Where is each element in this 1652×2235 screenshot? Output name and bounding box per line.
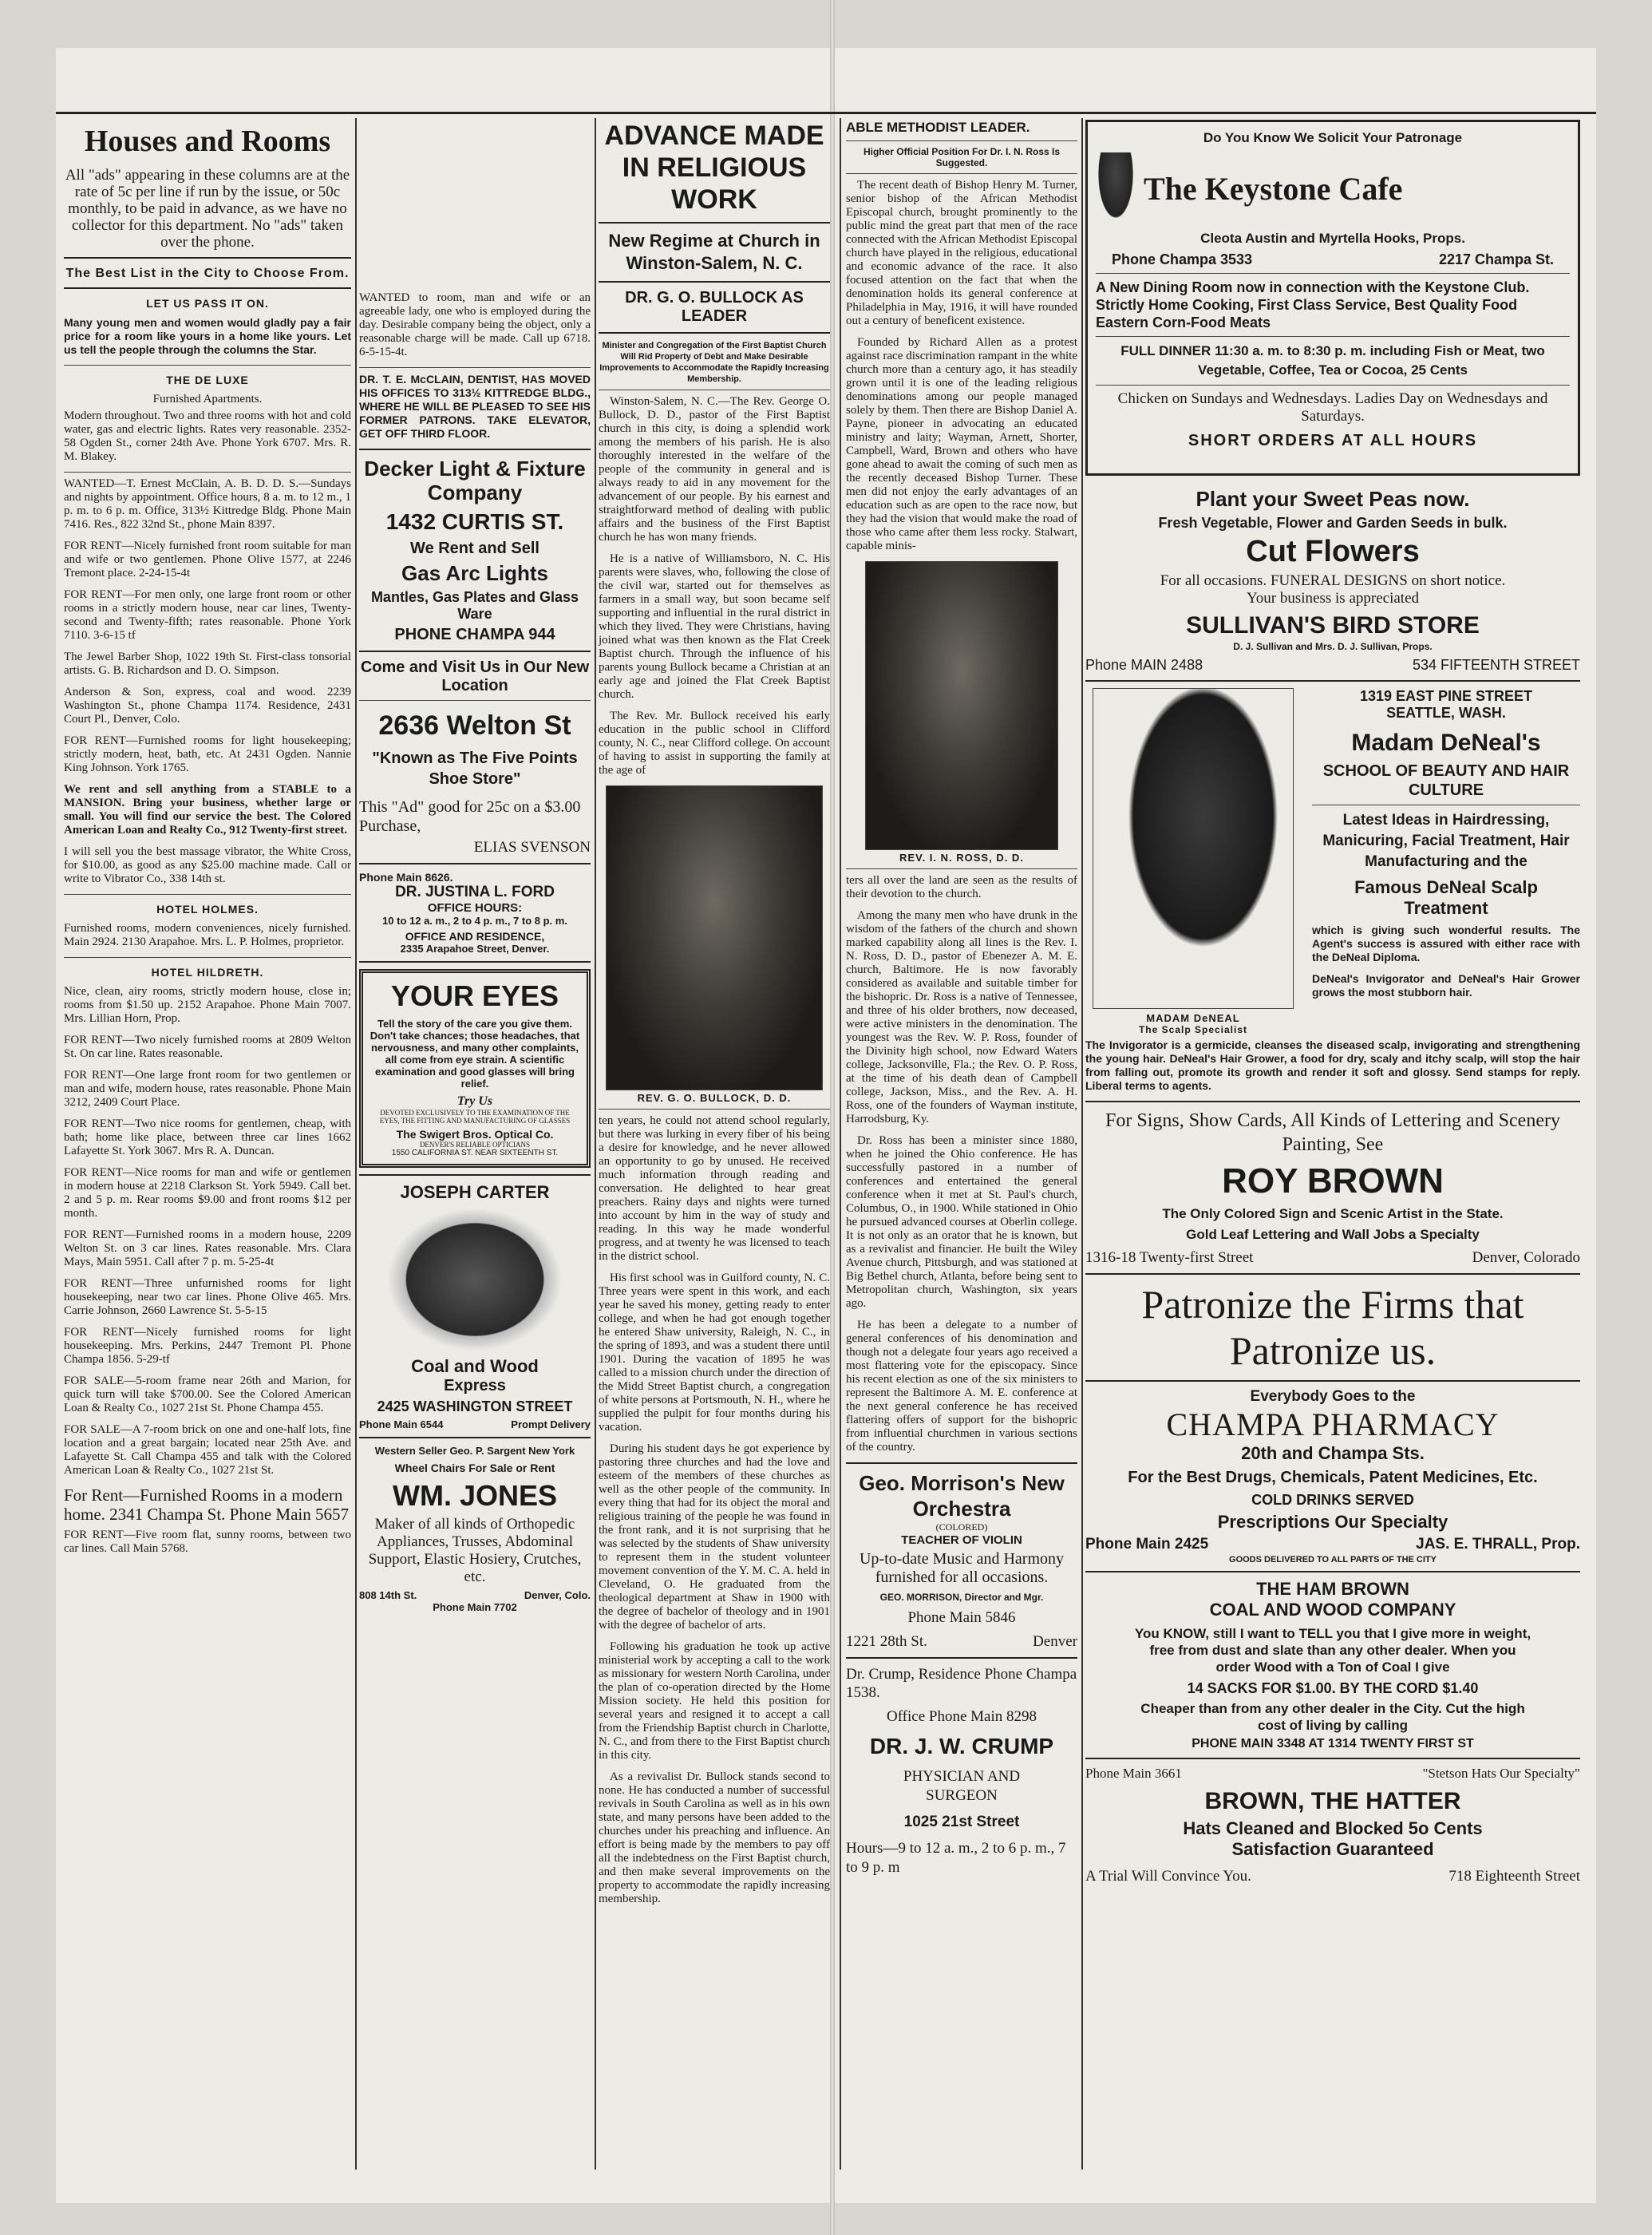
cut-flowers: Cut Flowers — [1246, 535, 1420, 568]
decker-gas-arc: Gas Arc Lights — [401, 561, 548, 585]
article-paragraph: Founded by Richard Allen as a protest against race discrimination rampant in the white church more than a century ago, it has steadily grown until it is one of the leading religious denominations among our people managed solely by them. Then there are Bishop Daniel A. Payne, pioneer in advocating an educated ministry and laity; Wayman, Arnett, Shorter, Campbell, Ward, Brown and others who have gone ahead to await the coming of such men as the recently deceased Bishop Turner. These men did not enjoy the early advantages of an education such as are open to the race now, but they had the vision that would make the road of those who came after them less rocky. Stalwart, capable minis- — [846, 336, 1077, 552]
eyes-try: Try Us — [456, 1094, 493, 1108]
holmes-heading: HOTEL HOLMES. — [156, 903, 259, 916]
ross-headline: ABLE METHODIST LEADER. — [846, 120, 1030, 135]
crump-title: PHYSICIAN AND SURGEON — [903, 1768, 1021, 1804]
good-for: This "Ad" good for 25c on a $3.00 Purchase, — [359, 798, 581, 835]
signs-text: For Signs, Show Cards, All Kinds of Lettering and Scenery Painting, See — [1105, 1110, 1560, 1155]
carter-phone: Phone Main 6544 — [359, 1418, 444, 1430]
roy-only: The Only Colored Sign and Scenic Artist in the State. — [1162, 1206, 1504, 1221]
article-paragraph: As a revivalist Dr. Bullock stands second to none. He has conducted a number of successful revivals in South Carolina as well as in his own state, and many persons have been added to the churches under his preaching and influence. An effort is being made by the members to pay off all the indebtedness on the First Baptist church, and then make several improvements on the property to accommodate the rapidly increasing membership. — [599, 1770, 830, 1905]
roy-gold-leaf: Gold Leaf Lettering and Wall Jobs a Specialty — [1186, 1227, 1480, 1242]
ads-column-5 — [1085, 120, 1580, 1885]
article-paragraph: ten years, he could not attend school regularly, but there was lurking in every fiber of his being a desire for knowledge, and he never allowed an opportunity to go by unused. He received much information through reading and conversation. He delighted to hear great preachers. Rainy days and nights were turned into account by him in the way of study and reading. In this way he made wonderful progress, and at twenty he was licensed to teach in the district school. — [599, 1114, 830, 1263]
svenson: ELIAS SVENSON — [473, 839, 591, 856]
pass-heading: LET US PASS IT ON. — [146, 297, 269, 310]
keystone-dining: A New Dining Room now in connection with the Keystone Club. Strictly Home Cooking, First Class Service, Best Quality Food Eastern Corn-Food Meats — [1096, 279, 1530, 330]
jones-name: WM. JONES — [392, 1479, 557, 1512]
classified-ad: FOR RENT—Two nicely furnished rooms at 2809 Welton St. On car line. Rates reasonable. — [64, 1034, 351, 1060]
decker-phone: PHONE CHAMPA 944 — [394, 626, 555, 643]
wanted-ad: WANTED to room, man and wife or an agreeable lady, one who is employed during the day. Desirable company being the object, only a reasonable charge will be made. Call up 6718. 6-5-15-4t. — [359, 291, 591, 358]
deneal-address-1: 1319 EAST PINE STREET — [1359, 688, 1533, 704]
sweet-peas: Plant your Sweet Peas now. — [1196, 487, 1470, 511]
deneal-results: which is giving such wonderful results. The Agent's success is assured with either race with the DeNeal Diploma. — [1312, 924, 1580, 963]
hildreth-text: Nice, clean, airy rooms, strictly modern house, close in; rooms from $1.50 up. 2152 Arapahoe. Phone Main 7007. Mrs. Lillian Horn, Prop. — [64, 985, 351, 1025]
deneal-address-2: SEATTLE, WASH. — [1386, 705, 1506, 721]
morrison-colored: (COLORED) — [935, 1521, 988, 1533]
ham-sacks: 14 SACKS FOR $1.00. BY THE CORD $1.40 — [1187, 1680, 1479, 1696]
patronize: Patronize the Firms that Patronize us. — [1141, 1282, 1524, 1373]
ross-caption: REV. I. N. ROSS, D. D. — [899, 852, 1024, 864]
article-paragraph: He has been a delegate to a number of general conferences of his denomination and though not a delegate four years ago received a most flattering vote for the episcopacy. Since his recent election as one of the six ministers to represent the Baltimore A. M. E. conference at the next general conference he has received flattering offers of support for the bishopric from influential churchmen in various sections of the country. — [846, 1319, 1077, 1454]
waiter-illustration — [1096, 152, 1136, 224]
decker-mantles: Mantles, Gas Plates and Glass Ware — [370, 589, 579, 622]
article-paragraph: ters all over the land are seen as the results of their devotion to the church. — [846, 874, 1077, 900]
hatter-address: 718 Eighteenth Street — [1448, 1868, 1580, 1885]
deneal-ideas: Latest Ideas in Hairdressing, Manicuring, Facial Treatment, Hair Manufacturing and the — [1322, 812, 1570, 870]
crump-office: Office Phone Main 8298 — [886, 1708, 1037, 1725]
classified-ad: Anderson & Son, express, coal and wood. 2239 Washington St., phone Champa 1174. Residence, 2431 Court Pl., Denver, Colo. — [64, 686, 351, 726]
eyes-ad — [359, 969, 591, 1168]
ham-text: You KNOW, still I want to TELL you that I give more in weight, free from dust and slate than any other dealer. When you order Wood with a Ton of Coal I give — [1134, 1626, 1531, 1675]
ford-hours: 10 to 12 a. m., 2 to 4 p. m., 7 to 8 p. m. — [382, 915, 567, 927]
decker-rent-sell: We Rent and Sell — [410, 540, 539, 557]
article-paragraph: Winston-Salem, N. C.—The Rev. George O. Bullock, D. D., pastor of the First Baptist church in this city, is doing a splendid work among the members of his parish. He is also thoroughly interested in the welfare of the people of the community in general and is always ready to aid in any movement for the advancement of our people. By his earnest and straightforward method of dealing with public affairs and the business of the First Baptist church he has won many friends. — [599, 395, 830, 544]
new-location: Come and Visit Us in Our New Location — [360, 659, 590, 694]
ford-hours-label: OFFICE HOURS: — [427, 901, 523, 915]
classified-ad: FOR RENT—Five room flat, sunny rooms, between two car lines. Call Main 5768. — [64, 1529, 351, 1555]
champa-drugs: For the Best Drugs, Chemicals, Patent Medicines, Etc. — [1128, 1469, 1538, 1486]
keystone-props: Cleota Austin and Myrtella Hooks, Props. — [1200, 231, 1465, 246]
hatter-cleaned: Hats Cleaned and Blocked 5o Cents — [1183, 1818, 1483, 1838]
best-list-heading: The Best List in the City to Choose From. — [65, 267, 350, 280]
deneal-germicide: The Invigorator is a germicide, cleanses the diseased scalp, invigorating and strengthening the young hair. DeNeal's Hair Grower, a food for dry, scaly and itchy scalp, will stop the hair from falling out, promote its growth and render it soft and glossy. Send stamps for reply. Liberal terms to agents. — [1085, 1038, 1580, 1092]
carter-express: Express — [444, 1377, 506, 1394]
column-rule — [840, 118, 841, 2170]
column-rule — [355, 118, 357, 2170]
top-rule — [56, 112, 1596, 114]
article-paragraph: Dr. Ross has been a minister since 1880, when he joined the Ohio conference. He has successfully pastored in a number of conferences and entertained the general conference when it met at St. Paul's church, Columbus, O., in 1900. While stationed in Ohio he pursued advanced courses at Oberlin college. It is not only as an orator that he is known, but as a revivalist and financier. He built the Wiley Avenue church, Pittsburgh, and was stationed at Big Bethel church, Atlanta, before being sent to Metropolitan church, Washington, six years ago. — [846, 1134, 1077, 1310]
jones-chairs: Wheel Chairs For Sale or Rent — [394, 1462, 555, 1474]
pass-text: Many young men and women would gladly pay a fair price for a room like yours in a home like yours. Let us tell the people through the columns the Star. — [64, 316, 351, 356]
classified-ad: FOR SALE—A 7-room brick on one and one-half lots, fine location and a great bargain; located near 25th Ave. and Lafayette St. Call Champa 455 and talk with the Colored American Loan & Realty Co., 1027 21st St. — [64, 1423, 351, 1477]
appreciated: Your business is appreciated — [1246, 590, 1419, 607]
keystone-solicit: Do You Know We Solicit Your Patronage — [1203, 130, 1463, 145]
classified-ad: FOR RENT—Two nice rooms for gentlemen, cheap, with bath; home like place, between three car lines 1662 Lafayette St. York 3067. Mrs R. A. Duncan. — [64, 1118, 351, 1157]
classified-ad: FOR RENT—Three unfurnished rooms for light housekeeping, near two car lines. Phone Olive 465. Mrs. Carrie Johnson, 2660 Lawrence St. 5-5-15 — [64, 1277, 351, 1317]
deneal-portrait — [1093, 688, 1294, 1009]
rates-notice: All "ads" appearing in these columns are at the rate of 5c per line if run by the issue, or 50c monthly, to be paid in advance, as we have no collector for this department. No "ads" taken over the phone. — [65, 167, 350, 251]
carter-address: 2425 WASHINGTON STREET — [377, 1398, 573, 1414]
ford-phone: Phone Main 8626. — [359, 871, 453, 884]
champa-prescriptions: Prescriptions Our Specialty — [1217, 1512, 1448, 1532]
ross-portrait — [865, 561, 1058, 850]
keystone-name: The Keystone Cafe — [1144, 170, 1403, 207]
classified-ad: FOR RENT—One large front room for two gentlemen or man and wife, modern house, rates reasonable. Phone Main 3212, 2409 Court Place. — [64, 1069, 351, 1109]
keystone-short-orders: SHORT ORDERS AT ALL HOURS — [1188, 432, 1478, 449]
morrison-phone: Phone Main 5846 — [907, 1609, 1016, 1626]
deneal-school: SCHOOL OF BEAUTY AND HAIR CULTURE — [1322, 762, 1570, 799]
mcclain-ad: DR. T. E. McCLAIN, DENTIST, HAS MOVED HIS OFFICES TO 313½ KITTREDGE BLDG., WHERE HE WILL BE PLEASED TO SEE HIS FORMER PATRONS. TAKE ELEVATOR, GET OFF THIRD FLOOR. — [359, 373, 591, 440]
jones-phone: Phone Main 7702 — [433, 1601, 517, 1613]
decker-name: Decker Light & Fixture Company — [364, 457, 586, 504]
morrison-text: Up-to-date Music and Harmony furnished for all occasions. — [859, 1550, 1065, 1586]
roy-brown: ROY BROWN — [1222, 1161, 1444, 1201]
bullock-article — [599, 120, 830, 1914]
ham-company: COAL AND WOOD COMPANY — [1209, 1600, 1456, 1620]
classified-ad: FOR RENT—Furnished rooms in a modern house, 2209 Welton St. on 3 car lines. Rates reasonable. Mrs. Clara Mays, Main 5951. Call after 7 p. m. 5-25-4t — [64, 1228, 351, 1268]
column-rule — [1081, 118, 1083, 2170]
hildreth-heading: HOTEL HILDRETH. — [151, 966, 264, 979]
hatter-trial: A Trial Will Convince You. — [1085, 1868, 1251, 1885]
deluxe-heading: THE DE LUXE — [166, 374, 249, 386]
deneal-invigorator: DeNeal's Invigorator and DeNeal's Hair Grower grows the most stubborn hair. — [1312, 972, 1580, 999]
keystone-chicken: Chicken on Sundays and Wednesdays. Ladies Day on Wednesdays and Saturdays. — [1117, 390, 1548, 425]
sullivan-phone: Phone MAIN 2488 — [1085, 657, 1203, 673]
classified-ad: FOR RENT—Furnished rooms for light housekeeping; strictly modern, heat, bath, etc. At 2431 Ogden. Nannie King Johnson. York 1765. — [64, 734, 351, 774]
ham-phone: PHONE MAIN 3348 AT 1314 TWENTY FIRST ST — [1192, 1737, 1474, 1750]
classified-ad: We rent and sell anything from a STABLE to a MANSION. Bring your business, whether large or small. You will find our service the best. The Colored American Loan and Realty Co., 912 Twenty-first street. — [64, 783, 351, 837]
jones-address: 808 14th St. — [359, 1589, 417, 1601]
classified-ad: I will sell you the best massage vibrator, the White Cross, for $10.00, as good as any $25.00 machine made. Call or write to Vibrator Co., 338 14th st. — [64, 845, 351, 885]
article-paragraph: During his student days he got experience by pastoring three churches and had the love and esteem of the members of these churches as well as the other people of the community. In every thing that had for its object the moral and religious training of the people he was found in the front rank, and it is not surprising that he was selected by the students of Shaw university to represent them in the student volunteer movement convention of the Y. M. C. A. held in Cleveland, O. He graduated from the theological department at Shaw in 1900 with the degree of bachelor of theology and in 1901 with the degree of bachelor of arts. — [599, 1442, 830, 1632]
jones-seller: Western Seller Geo. P. Sargent New York — [374, 1445, 575, 1457]
ham-name: THE HAM BROWN — [1256, 1579, 1409, 1599]
seeds: Fresh Vegetable, Flower and Garden Seeds in bulk. — [1158, 515, 1508, 531]
deneal-famous: Famous DeNeal Scalp Treatment — [1354, 877, 1538, 918]
crump-address: 1025 21st Street — [903, 1814, 1020, 1830]
champa-phone: Phone Main 2425 — [1085, 1536, 1209, 1553]
keystone-address: 2217 Champa St. — [1438, 251, 1554, 267]
bullock-deck-3: Minister and Congregation of the First Baptist Church Will Rid Property of Debt and Make Desirable Improvements to Accommodate the Rapidly Increasing Membership. — [599, 341, 829, 384]
deneal-caption-sub: The Scalp Specialist — [1138, 1024, 1248, 1035]
holmes-text: Furnished rooms, modern conveniences, nicely furnished. Main 2924. 2130 Arapahoe. Mrs. L. P. Holmes, proprietor. — [64, 922, 351, 948]
deluxe-subheading: Furnished Apartments. — [152, 393, 263, 405]
article-paragraph: He is a native of Williamsboro, N. C. His parents were slaves, who, following the close of the civil war, started out for themselves as farmers in a small way, but soon became self supporting and influential in the rural district in which they lived. They were Christians, having joined what was then known as the Flat Creek Baptist church. Through the influence of his parents young Bullock became a Christian at an early age and joined the Flat Creek Baptist church. — [599, 552, 830, 701]
eyes-text: Tell the story of the care you give them. Don't take chances; those headaches, that nervousness, and many other complaints, all come from eye strain. A scientific examination and good glasses will bring relief. — [370, 1018, 580, 1090]
classified-ad: WANTED—T. Ernest McClain, A. B. D. D. S.—Sundays and nights by appointment. Office hours, 8 a. m. to 12 m., 1 p. m. to 6 p. m. Office, 313½ Kittredge Bldg. Phone Main 7416. Res., 822 32nd St., phone Main 8397. — [64, 477, 351, 531]
deneal-caption: MADAM DeNEAL — [1146, 1012, 1240, 1024]
hatter-guaranteed: Satisfaction Guaranteed — [1231, 1839, 1434, 1859]
jones-city: Denver, Colo. — [524, 1589, 591, 1601]
bullock-deck-2: DR. G. O. BULLOCK AS LEADER — [625, 289, 804, 325]
crump-residence: Dr. Crump, Residence Phone Champa 1538. — [846, 1666, 1077, 1701]
eyes-title: YOUR EYES — [390, 979, 559, 1012]
funeral-designs: For all occasions. FUNERAL DESIGNS on short notice. — [1160, 572, 1506, 589]
five-points: "Known as The Five Points Shoe Store" — [372, 750, 578, 788]
classified-title: Houses and Rooms — [84, 125, 331, 158]
ford-office: OFFICE AND RESIDENCE, — [405, 930, 545, 943]
morrison-name: Geo. Morrison's New Orchestra — [859, 1471, 1065, 1521]
keystone-ad — [1085, 120, 1580, 476]
morrison-director: GEO. MORRISON, Director and Mgr. — [879, 1592, 1044, 1603]
morrison-address: 1221 28th St. — [846, 1633, 927, 1650]
sullivan-address: 534 FIFTEENTH STREET — [1412, 657, 1580, 673]
ham-cheaper: Cheaper than from any other dealer in the City. Cut the high cost of living by calling — [1140, 1701, 1525, 1733]
ross-article — [846, 120, 1077, 1877]
ads-column-2 — [359, 291, 591, 1613]
bullock-portrait — [606, 785, 823, 1090]
sullivan-name: SULLIVAN'S BIRD STORE — [1186, 612, 1480, 639]
column-rule — [595, 118, 596, 2170]
champa-prop: JAS. E. THRALL, Prop. — [1416, 1536, 1580, 1553]
jones-text: Maker of all kinds of Orthopedic Appliances, Trusses, Abdominal Support, Elastic Hosiery, Crutches, etc. — [368, 1516, 582, 1585]
article-paragraph: Following his graduation he took up active ministerial work by accepting a call to the work as missionary for western North Carolina, under the plan of co-operation directed by the Home Mission society. He held this position for several years and resigned it to accept a call from the Friendship Baptist church in Charlotte, N. C., and from there to the First Baptist church in this city. — [599, 1640, 830, 1762]
eyes-address: 1550 CALIFORNIA ST. NEAR SIXTEENTH ST. — [391, 1149, 559, 1157]
classified-ad: FOR RENT—For men only, one large front room or other rooms in a strictly modern house, near car lines, Twenty-second and Twenty-fifth; rates reasonable. Phone York 7110. 3-6-15 tf — [64, 588, 351, 642]
morrison-city: Denver — [1033, 1633, 1077, 1650]
champa-goods: GOODS DELIVERED TO ALL PARTS OF THE CITY — [1229, 1555, 1437, 1564]
classified-ad: FOR SALE—5-room frame near 26th and Marion, for quick turn will take $700.00. See the Colored American Loan & Realty Co., 1027 21st St. Phone Champa 455. — [64, 1375, 351, 1414]
hatter-phone: Phone Main 3661 — [1085, 1766, 1182, 1781]
carter-name: JOSEPH CARTER — [400, 1182, 550, 1202]
champa-name: CHAMPA PHARMACY — [1166, 1406, 1500, 1442]
ross-deck: Higher Official Position For Dr. I. N. Ross Is Suggested. — [863, 146, 1061, 168]
carter-prompt: Prompt Delivery — [511, 1418, 591, 1430]
morrison-teacher: TEACHER OF VIOLIN — [901, 1533, 1022, 1547]
article-paragraph: The recent death of Bishop Henry M. Turner, senior bishop of the African Methodist Episcopal church, brought prominently to the public mind the great part that men of the race connected with the African Methodist Episcopal church have played in the religious, educational and economic advance of the race. It also focused attention on the fact that when the denomination holds its general conference at Philadelphia in May, 1916, it will have rounded out a century of beneficent existence. — [846, 179, 1077, 327]
keystone-dinner: FULL DINNER 11:30 a. m. to 8:30 p. m. including Fish or Meat, two Vegetable, Coffee, Tea or Cocoa, 25 Cents — [1120, 343, 1545, 378]
article-paragraph: His first school was in Guilford county, N. C. Three years were spent in this work, and each year he saved his money, getting ready to enter college, and when he had got enough together he entered Shaw university, Raleigh, N. C., in the spring of 1893, and was a student there until 1901. During the vacation of 1895 he was called to a mission church under the direction of the Midd Street Baptist church, a congregation of white persons at Portsmouth, N. H., where he supplied the pulpit for four months during his vacation. — [599, 1272, 830, 1434]
bullock-caption: REV. G. O. BULLOCK, D. D. — [637, 1092, 792, 1104]
sullivan-props: D. J. Sullivan and Mrs. D. J. Sullivan, Props. — [1233, 641, 1433, 652]
crump-hours: Hours—9 to 12 a. m., 2 to 6 p. m., 7 to 9 p. m — [846, 1840, 1066, 1876]
roy-city: Denver, Colorado — [1472, 1249, 1580, 1266]
welton-address: 2636 Welton St — [378, 710, 571, 741]
bullock-deck-1: New Regime at Church in Winston-Salem, N. C. — [608, 231, 820, 273]
classified-ad: FOR RENT—Nice rooms for man and wife or gentlemen in modern house at 2218 Clarkson St. York 5949. Call bet. 2 and 5 p. m. Rear rooms $9.00 and front rooms $12 per month. — [64, 1166, 351, 1220]
eyes-devoted: DEVOTED EXCLUSIVELY TO THE EXAMINATION OF THE EYES, THE FITTING AND MANUFACTURING OF GLASSES — [379, 1109, 571, 1125]
champa-cold-drinks: COLD DRINKS SERVED — [1251, 1492, 1414, 1508]
article-paragraph: The Rev. Mr. Bullock received his early education in the public school in Clifford county, N. C., near Clifford college. On account of having to assist in supporting the family at the age of — [599, 710, 830, 777]
hatter-stetson: "Stetson Hats Our Specialty" — [1422, 1766, 1580, 1781]
eyes-company: The Swigert Bros. Optical Co. — [396, 1128, 554, 1141]
ford-address: 2335 Arapahoe Street, Denver. — [400, 943, 550, 955]
deneal-ad — [1085, 688, 1580, 1035]
hatter-name: BROWN, THE HATTER — [1204, 1788, 1461, 1814]
deneal-name: Madam DeNeal's — [1351, 730, 1541, 756]
classified-ad: FOR RENT—Nicely furnished front room suitable for man and wife or two gentlemen. Phone Olive 1577, at 2246 Tremont place. 2-24-15-4t — [64, 540, 351, 580]
rent-ad-large: For Rent—Furnished Rooms in a modern home. 2341 Champa St. Phone Main 5657 — [64, 1485, 349, 1524]
champa-everybody: Everybody Goes to the — [1250, 1388, 1416, 1405]
champa-streets: 20th and Champa Sts. — [1241, 1443, 1425, 1463]
coal-wagon-illustration — [387, 1208, 563, 1351]
bullock-headline: ADVANCE MADE IN RELIGIOUS WORK — [604, 121, 824, 215]
ford-name: DR. JUSTINA L. FORD — [395, 884, 555, 900]
page-fold — [830, 0, 835, 2235]
classified-ad: FOR RENT—Nicely furnished rooms for light housekeeping. Mrs. Perkins, 2447 Tremont Pl. Phone Champa 1856. 5-29-tf — [64, 1326, 351, 1366]
decker-address: 1432 CURTIS ST. — [385, 509, 564, 534]
deluxe-text: Modern throughout. Two and three rooms with hot and cold water, gas and electric lights. Rates very reasonable. 2352-58 Ogden St., corner 24th Ave. Phone York 6707. Mrs. R. M. Blakey. — [64, 409, 351, 463]
article-paragraph: Among the many men who have drunk in the wisdom of the fathers of the church and shown marked capability along all lines is the Rev. I. N. Ross, D. D., pastor of Ebenezer A. M. E. church, Baltimore. He is now favorably considered as available and suitable timber for the bishopric. Dr. Ross is a native of Tennessee, and three of his older brothers, now deceased, were active ministers in the denomination. The youngest was the Rev. W. P. Ross, founder of the Divinity high school, now Edward Waters college, Jacksonville, Fla.; the Rev. O. P. Ross, at the time of his death dean of Campbell college, Jackson, Miss., and the Rev. A. H. Ross, one of the founders of Wayman institute, Harrodsburg, Ky. — [846, 909, 1077, 1125]
crump-name: DR. J. W. CRUMP — [869, 1734, 1054, 1758]
carter-coal: Coal and Wood — [411, 1356, 539, 1376]
classified-ad: The Jewel Barber Shop, 1022 19th St. First-class tonsorial artists. G. B. Richardson and D. O. Simpson. — [64, 651, 351, 677]
keystone-phone: Phone Champa 3533 — [1112, 251, 1253, 267]
eyes-sub: DENVER'S RELIABLE OPTICIANS — [419, 1141, 531, 1149]
classified-column — [64, 120, 351, 1564]
roy-address: 1316-18 Twenty-first Street — [1085, 1249, 1254, 1266]
